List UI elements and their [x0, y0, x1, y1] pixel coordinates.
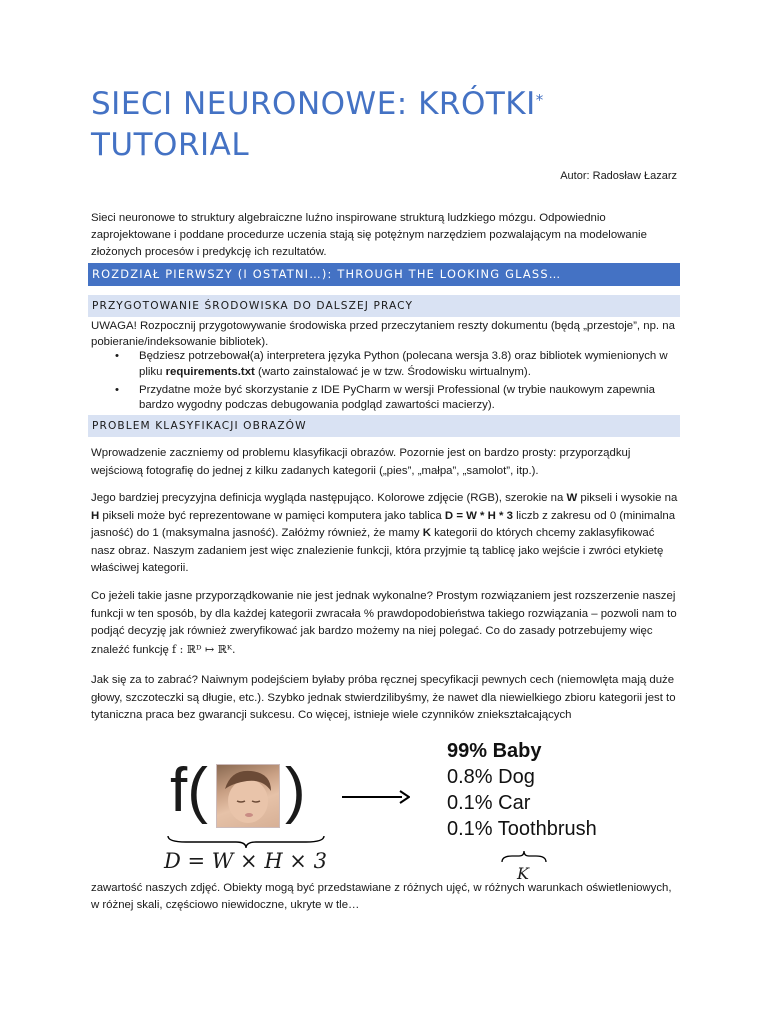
- list-item: [112, 383, 680, 415]
- requirements-file-name: requirements.txt: [165, 365, 255, 378]
- bullet-text: Będziesz potrzebował(a) interpretera języka Python (polecana wersja 3.8) oraz bibliotek wymienionych w pliku: [139, 350, 668, 378]
- bullet-text: (warto zainstalować je w tzw. Środowisku wirtualnym).: [254, 365, 531, 378]
- var-w: W: [566, 492, 578, 504]
- document-title: [91, 84, 691, 166]
- result-item: 0.8% Dog: [447, 766, 535, 788]
- classification-paragraph-5: zawartość naszych zdjęć. Obiekty mogą być przedstawiane z różnych ujęć, w różnych warunkach oświetleniowych, w różnej skali, częściowo niewidoczne, ukryte w tle…: [91, 882, 672, 912]
- bullet-marker: •: [115, 383, 119, 396]
- input-dimension-equation: D = W × H × 3: [164, 849, 327, 873]
- bullet-marker: •: [115, 350, 119, 362]
- function-close-symbol: ): [285, 756, 306, 825]
- output-brace-icon: [500, 850, 548, 864]
- warning-paragraph: UWAGA! Rozpocznij przygotowywanie środowiska przed przeczytaniem reszty dokumentu (będą „przestoje”, np. na pobieranie/indeksowanie bibliotek).: [91, 320, 675, 348]
- classification-paragraph-3: [91, 588, 681, 659]
- classification-figure: [160, 738, 630, 890]
- text-span: kategorii do których chcemy zaklasyfikować nasz obraz. Naszym zadaniem jest więc znalezienie funkcji, która przyjmie tą tablicę jako wejście i zwróci etykietę właściwej kategorii.: [91, 527, 664, 575]
- setup-bullet-list: [112, 349, 680, 416]
- classification-paragraph-1: Wprowadzenie zaczniemy od problemu klasyfikacji obrazów. Pozornie jest on bardzo prosty: przyporządkuj wejściową fotografię do jednej z kilku zadanych kategorii („pies”, „małpa”, „samolot”, itp.).: [91, 447, 631, 477]
- result-item: 0.1% Car: [447, 792, 531, 814]
- title-line-2: TUTORIAL: [91, 127, 250, 163]
- text-span: liczb z zakresu od 0 (minimalna jasność) do 1 (maksymalna jasność). Załóżmy również, że mamy: [91, 509, 676, 540]
- text-span: pikseli i wysokie na: [577, 492, 678, 504]
- bullet-text: Przydatne może być skorzystanie z IDE PyCharm w wersji Professional (w trybie naukowym zapewnia bardzo wygodny podczas debugowania podgląd zawartości macierzy).: [139, 383, 655, 412]
- chapter-heading: ROZDZIAŁ PIERWSZY (I OSTATNI…): THROUGH THE LOOKING GLASS…: [88, 263, 680, 286]
- var-h: H: [91, 509, 100, 522]
- input-brace-icon: [166, 834, 326, 850]
- title-footnote-mark: *: [535, 91, 544, 109]
- function-formula: f : ℝᴰ ↦ ℝᴷ.: [172, 642, 236, 656]
- text-span: pikseli może być reprezentowane w pamięci komputera jako tablica: [99, 509, 445, 522]
- author-line: Autor: Radosław Łazarz: [560, 170, 677, 182]
- list-item: [112, 349, 680, 381]
- intro-paragraph: Sieci neuronowe to struktury algebraiczne luźno inspirowane strukturą ludzkiego mózgu. Odpowiednio zaprojektowane i poddane procedurze uczenia stają się potężnym narzędziem pozwalającym na modelowanie złożonych procesów i predykcję ich rezultatów.: [91, 212, 647, 259]
- classification-paragraph-4: Jak się za to zabrać? Naiwnym podejściem byłaby próba ręcznej specyfikacji pewnych cech (niemowlęta mają duże głowy, szczoteczki są długie, etc.). Szybko jednak stwierdzilibyśmy, że nawet dla niewielkiego zbioru kategorii jest to tytaniczna praca bez gwarancji sukcesu. Co więcej, istnieje wiele czynników zniekształcających: [91, 674, 676, 722]
- text-span: Jego bardziej precyzyjna definicja wygląda następująco. Kolorowe zdjęcie (RGB), szerokie na: [91, 492, 567, 504]
- function-open-symbol: f(: [170, 756, 208, 825]
- arrow-right-icon: [342, 790, 410, 804]
- var-d-definition: D = W * H * 3: [444, 509, 513, 522]
- baby-photo: [216, 764, 280, 828]
- classification-paragraph-2: [91, 490, 681, 578]
- result-list: [447, 738, 597, 842]
- result-top: 99% Baby: [447, 740, 542, 762]
- section-heading-setup: PRZYGOTOWANIE ŚRODOWISKA DO DALSZEJ PRACY: [88, 295, 680, 317]
- baby-face-icon: [217, 765, 279, 827]
- var-k: K: [422, 527, 431, 540]
- text-span: Co jeżeli takie jasne przyporządkowanie nie jest jednak wykonalne? Prostym rozwiązaniem jest rozszerzenie naszej funkcji w ten sposób, by dla każdej kategorii zwracała % prawdopodobieństwa takiego rozwiązania – pozwoli nam to podjąć decyzję jak również zweryfikować jak bardzo możemy na niej polegać. Co do zasady potrzebujemy więc znaleźć funkcję: [91, 590, 677, 656]
- output-dimension-variable: K: [517, 864, 529, 883]
- result-item: 0.1% Toothbrush: [447, 818, 597, 840]
- title-line-1: SIECI NEURONOWE: KRÓTKI: [91, 86, 536, 122]
- section-heading-classification: PROBLEM KLASYFIKACJI OBRAZÓW: [88, 415, 680, 437]
